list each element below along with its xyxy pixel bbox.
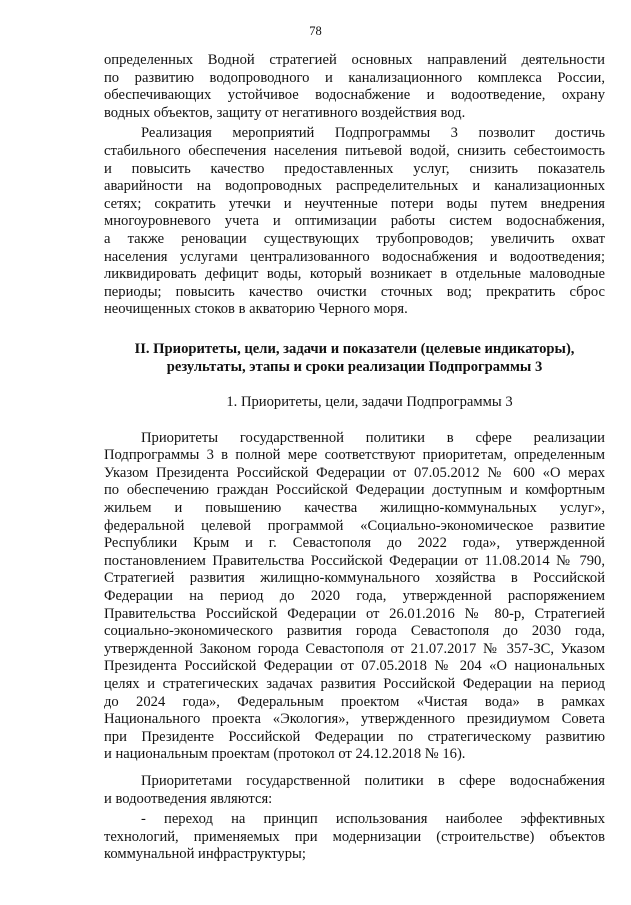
paragraph-priorities — [104, 430, 605, 764]
text-line: аварийности на водопроводных распределительных и канализационных — [104, 178, 605, 195]
page-number: 78 — [309, 24, 322, 38]
text-line: периоды; повысить качество очистки сточных вод; прекратить сброс — [104, 283, 605, 300]
text-line: по обеспечению граждан Российской Федерации доступным и комфортным — [104, 482, 605, 499]
text-line: Федерации на период до 2020 года, утвержденной распоряжением — [104, 588, 605, 605]
text-line: Президента Российской Федерации от 07.05.2018 № 204 «О национальных — [104, 658, 605, 675]
text-line: определенных Водной стратегией основных направлений деятельности — [104, 52, 605, 68]
text-line: сетях; сократить утечки и неучтенные потери воды путем внедрения — [104, 195, 605, 212]
text-line: неочищенных стоков в акваторию Черного моря. — [104, 301, 408, 318]
text-line: технологий, применяемых при модернизации (строительстве) объектов — [104, 828, 605, 845]
text-line: и национальным проектам (протокол от 24.12.2018 № 16). — [104, 746, 466, 763]
subsection-heading: 1. Приоритеты, цели, задачи Подпрограммы 3 — [226, 394, 513, 411]
text-line: и повысить качество предоставленных услуг, снизить показатель — [104, 160, 605, 177]
text-line: обеспечивающих устойчивое водоснабжение и водоотведение, охрану — [104, 87, 605, 104]
text-line: Указом Президента Российской Федерации от 07.05.2012 № 600 «О мерах — [104, 464, 605, 481]
page-content — [104, 52, 605, 864]
text-line: постановлением Правительства Российской Федерации от 11.08.2014 № 790, — [104, 552, 605, 569]
text-line: Республики Крым и г. Севастополя до 2022 года», утвержденной — [104, 535, 605, 552]
text-line: стабильного обеспечения населения питьевой водой, снизить себестоимость — [104, 142, 605, 159]
paragraph-continuation — [104, 52, 605, 122]
text-line: жильем и повышению качества жилищно-коммунальных услуг», — [104, 500, 605, 517]
text-line: коммунальной инфраструктуры; — [104, 846, 306, 863]
text-line: утвержденной Законом города Севастополя от 21.07.2017 № 357-ЗС, Указом — [104, 640, 605, 657]
text-line: а также реновации существующих трубопроводов; увеличить охват — [104, 230, 605, 247]
section-heading-line: II. Приоритеты, цели, задачи и показатели (целевые индикаторы), — [134, 340, 575, 357]
text-line: и водоотведения являются: — [104, 790, 273, 807]
text-line: Национального проекта «Экология», утвержденного президиумом Совета — [104, 711, 605, 728]
list-item — [104, 811, 605, 864]
text-line: Стратегией развития жилищно-коммунального хозяйства в Российской — [104, 570, 605, 587]
paragraph-implementation — [104, 125, 605, 319]
text-line: Подпрограммы 3 в полной мере соответствуют приоритетам, определенным — [104, 447, 605, 464]
text-line: многоуровневого учета и оптимизации работы систем водоснабжения, — [104, 213, 605, 230]
text-line: водных объектов, защиту от негативного воздействия вод. — [104, 104, 466, 121]
text-line: целях и стратегических задачах развития Российской Федерации на период — [104, 676, 605, 692]
text-line: при Президенте Российской Федерации по стратегическому развитию — [104, 728, 605, 745]
text-line: до 2024 года», Федеральным проектом «Чистая вода» в рамках — [104, 693, 605, 710]
text-line: ликвидировать дефицит воды, который возникает в отдельные маловодные — [104, 266, 605, 283]
text-line: по развитию водопроводного и канализационного комплекса России, — [104, 69, 605, 86]
section-heading — [104, 341, 605, 376]
text-line: населения услугами централизованного водоснабжения и водоотведения; — [104, 248, 605, 265]
text-line: - переход на принцип использования наиболее эффективных — [141, 811, 605, 828]
text-line: Правительства Российской Федерации от 26.01.2016 № 80-р, Стратегией — [104, 605, 605, 622]
section-heading-line: результаты, этапы и сроки реализации Подпрограммы 3 — [166, 358, 543, 375]
text-line: социально-экономического развития города Севастополя до 2030 года, — [104, 623, 605, 640]
text-line: Реализация мероприятий Подпрограммы 3 позволит достичь — [141, 125, 605, 142]
text-line: федеральной целевой программой «Социально-экономическое развитие — [104, 517, 605, 534]
text-line: Приоритетами государственной политики в сфере водоснабжения — [141, 772, 605, 789]
text-line: Приоритеты государственной политики в сфере реализации — [141, 429, 605, 446]
paragraph-water-priorities — [104, 773, 605, 808]
